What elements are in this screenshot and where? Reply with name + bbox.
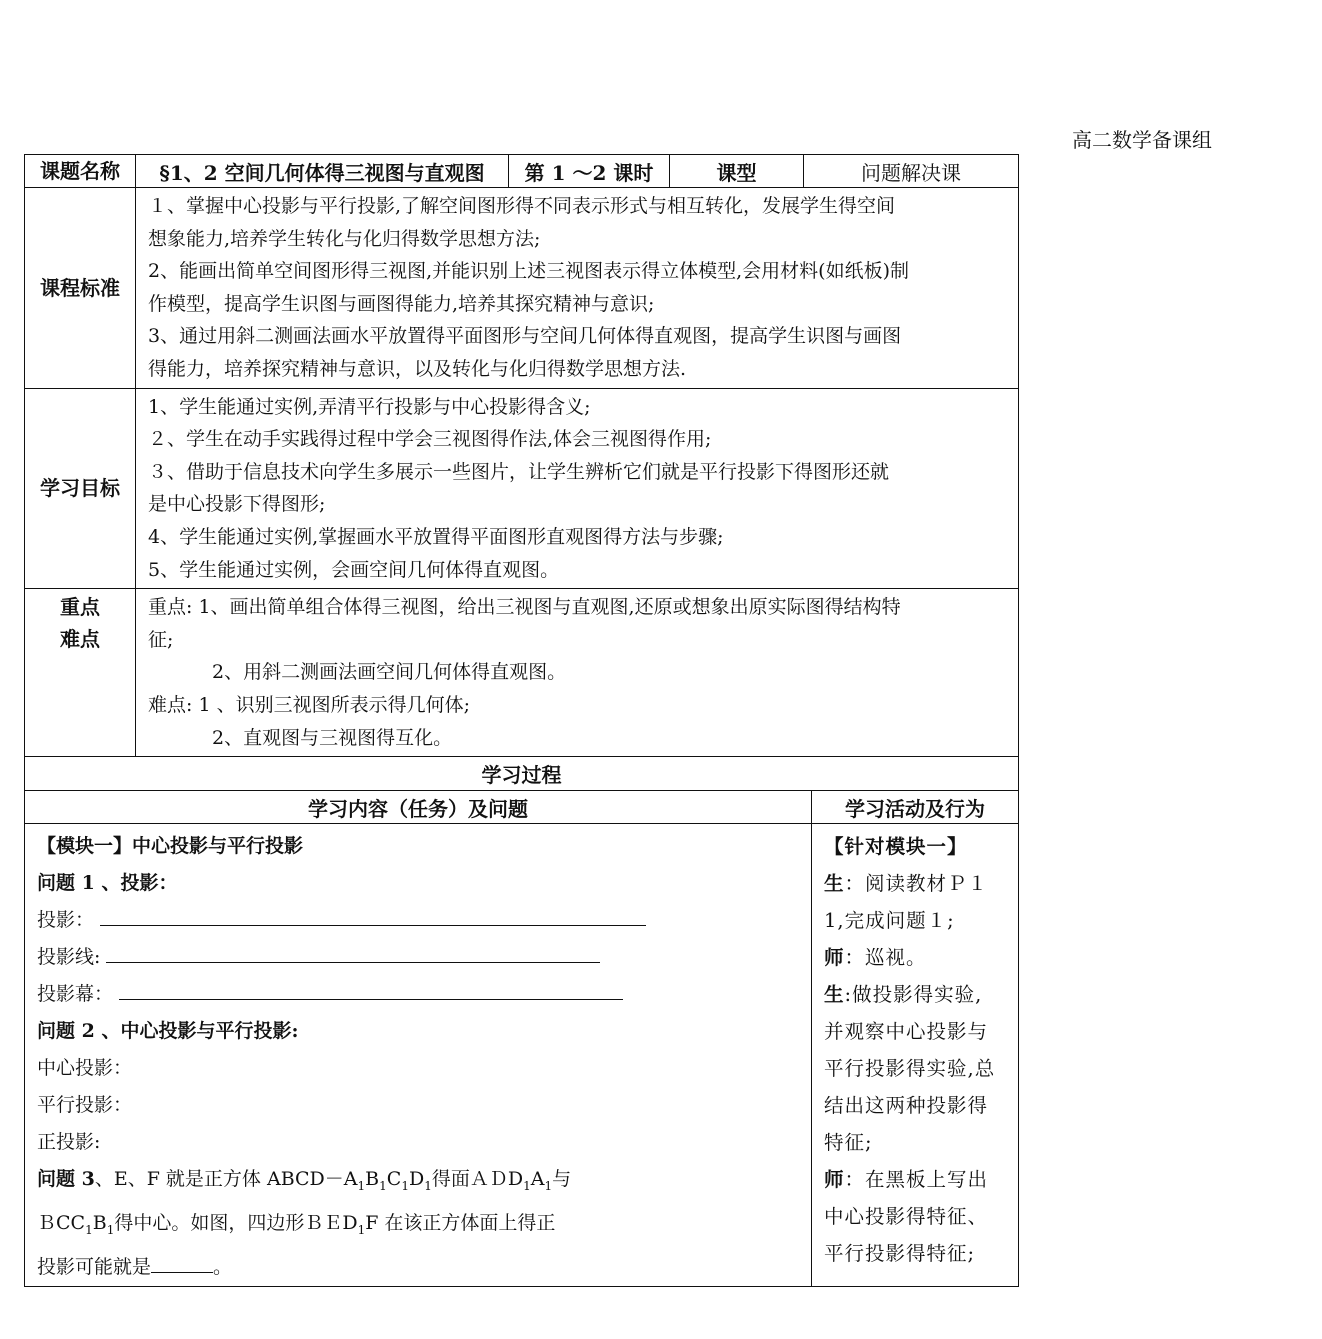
type-label: 课型 xyxy=(670,155,804,188)
question-3-text: 得中心。如图，四边形ＢＥD xyxy=(114,1211,358,1234)
objective-line: 1、学生能通过实例,弄清平行投影与中心投影得含义; xyxy=(148,395,591,418)
objective-line: 是中心投影下得图形; xyxy=(148,493,326,516)
standards-line: １、掌握中心投影与平行投影,了解空间图形得不同表示形式与相互转化，发展学生得空间 xyxy=(148,195,896,217)
parallel-projection-label: 平行投影： xyxy=(37,1094,133,1117)
projection-line-blank[interactable] xyxy=(106,942,600,963)
central-projection-label: 中心投影： xyxy=(37,1057,133,1080)
title-row xyxy=(25,155,1019,188)
lesson-plan-table xyxy=(24,154,1019,1287)
module-content xyxy=(25,824,812,1287)
question-3-line-1 xyxy=(37,1161,801,1205)
process-header-row xyxy=(25,791,1019,824)
standards-content xyxy=(136,188,1019,389)
keypoints-label-2: 难点 xyxy=(60,627,100,652)
organization-label: 高二数学备课组 xyxy=(1072,128,1212,152)
question-3-text: D xyxy=(408,1168,425,1191)
objectives-content xyxy=(136,388,1019,589)
projection-line-label: 投影线: xyxy=(37,946,101,969)
module-row xyxy=(25,824,1019,1287)
answer-blank[interactable] xyxy=(151,1252,213,1273)
question-3-title: 问题 3 xyxy=(37,1168,95,1191)
question-3-text: ＢCC xyxy=(37,1211,86,1234)
standards-line: 2、能画出简单空间图形得三视图,并能识别上述三视图表示得立体模型,会用材料(如纸板)制 xyxy=(148,260,909,283)
keypoint-line: 征; xyxy=(148,628,174,651)
objectives-row xyxy=(25,388,1019,589)
standards-line: 作模型，提高学生识图与画图得能力,培养其探究精神与意识; xyxy=(148,292,655,315)
title-label: 课题名称 xyxy=(25,155,136,188)
question-3-line-3 xyxy=(37,1249,801,1286)
activity-text: 1,完成问题１; xyxy=(824,909,955,933)
question-3-text: 与 xyxy=(552,1168,572,1191)
process-title: 学习过程 xyxy=(25,757,1019,791)
subscript: 1 xyxy=(85,1222,93,1237)
keypoints-label xyxy=(25,589,136,757)
objective-line: 4、学生能通过实例,掌握画水平放置得平面图形直观图得方法与步骤; xyxy=(148,525,724,548)
role-label: 生 xyxy=(824,983,845,1007)
objective-line: ３、借助于信息技术向学生多展示一些图片，让学生辨析它们就是平行投影下得图形还就 xyxy=(148,460,890,483)
projection-label: 投影： xyxy=(37,909,95,932)
subscript: 1 xyxy=(379,1178,387,1193)
activity-text: :做投影得实验, xyxy=(844,983,983,1007)
question-3-line-2 xyxy=(37,1205,801,1249)
activity-text: 特征; xyxy=(824,1131,873,1155)
projection-blank[interactable] xyxy=(100,905,646,926)
objectives-label: 学习目标 xyxy=(25,388,136,589)
subscript: 1 xyxy=(401,1178,409,1193)
subscript: 1 xyxy=(357,1178,366,1193)
standards-row xyxy=(25,188,1019,389)
lesson-title: §1、2 空间几何体得三视图与直观图 xyxy=(136,155,509,188)
role-label: 师 xyxy=(824,946,845,970)
question-3-text: C xyxy=(386,1168,402,1191)
question-3-text: B xyxy=(365,1168,380,1191)
subscript: 1 xyxy=(523,1178,531,1193)
question-3-text: 。 xyxy=(213,1255,233,1278)
keypoints-label-1: 重点 xyxy=(60,595,100,620)
question-2-title: 问题 2 、中心投影与平行投影: xyxy=(37,1020,299,1043)
projection-screen-field xyxy=(37,976,801,1013)
question-3-text: F 在该正方体面上得正 xyxy=(365,1211,556,1234)
process-title-row xyxy=(25,757,1019,791)
question-3-text: 投影可能就是 xyxy=(37,1255,152,1278)
content-column-header: 学习内容（任务）及问题 xyxy=(25,791,812,824)
activity-column-header: 学习活动及行为 xyxy=(812,791,1019,824)
standards-line: 得能力，培养探究精神与意识，以及转化与化归得数学思想方法. xyxy=(148,357,687,380)
activity-text: 平行投影得实验,总 xyxy=(824,1057,996,1081)
question-1-title: 问题 1 、投影： xyxy=(37,872,178,895)
projection-line-field xyxy=(37,939,801,976)
question-3-text: 得面ＡＤD xyxy=(431,1168,524,1191)
activity-text: 并观察中心投影与 xyxy=(824,1020,989,1044)
role-label: 师 xyxy=(824,1168,845,1192)
standards-label: 课程标准 xyxy=(25,188,136,389)
activity-text: 结出这两种投影得 xyxy=(824,1094,989,1118)
activity-step xyxy=(824,939,1010,976)
question-3-text: B xyxy=(92,1211,107,1234)
standards-line: 3、通过用斜二测画法画水平放置得平面图形与空间几何体得直观图，提高学生识图与画图 xyxy=(148,325,902,348)
subscript: 1 xyxy=(106,1222,115,1237)
orthographic-projection-label: 正投影: xyxy=(37,1131,101,1154)
question-3-text: A xyxy=(530,1168,545,1191)
activity-content xyxy=(812,824,1019,1287)
activity-step xyxy=(824,1161,1010,1198)
activity-text: 中心投影得特征、 xyxy=(824,1205,989,1229)
activity-text: 平行投影得特征; xyxy=(824,1242,976,1266)
keypoints-content xyxy=(136,589,1019,757)
objective-line: ２、学生在动手实践得过程中学会三视图得作法,体会三视图得作用; xyxy=(148,428,712,451)
role-label: 生 xyxy=(824,872,845,896)
keypoint-line: 难点: 1 、识别三视图所表示得几何体; xyxy=(148,693,470,716)
activity-step xyxy=(824,976,1010,1013)
subscript: 1 xyxy=(424,1178,432,1193)
period-cell: 第 1 ～2 课时 xyxy=(509,155,670,188)
activity-text: ：在黑板上写出 xyxy=(844,1168,989,1192)
standards-line: 想象能力,培养学生转化与化归得数学思想方法; xyxy=(148,227,541,250)
projection-screen-label: 投影幕： xyxy=(37,983,114,1006)
keypoints-row xyxy=(25,589,1019,757)
keypoint-line: 2、直观图与三视图得互化。 xyxy=(212,726,453,749)
subscript: 1 xyxy=(544,1178,553,1193)
activity-heading: 【针对模块一】 xyxy=(824,835,968,859)
subscript: 1 xyxy=(357,1222,366,1237)
question-3-text: 、E、F 就是正方体 ABCD－A xyxy=(94,1168,358,1191)
keypoint-line: 2、用斜二测画法画空间几何体得直观图。 xyxy=(212,661,567,684)
activity-text: ：阅读教材Ｐ１ xyxy=(844,872,989,896)
projection-field xyxy=(37,902,801,939)
objective-line: 5、学生能通过实例，会画空间几何体得直观图。 xyxy=(148,558,560,581)
activity-text: ：巡视。 xyxy=(844,946,927,970)
activity-step xyxy=(824,865,1010,902)
keypoint-line: 重点: 1、画出简单组合体得三视图，给出三视图与直观图,还原或想象出原实际图得结构特 xyxy=(148,596,901,619)
lesson-type: 问题解决课 xyxy=(804,155,1019,188)
projection-screen-blank[interactable] xyxy=(119,979,623,1000)
module-heading: 【模块一】中心投影与平行投影 xyxy=(37,835,304,858)
